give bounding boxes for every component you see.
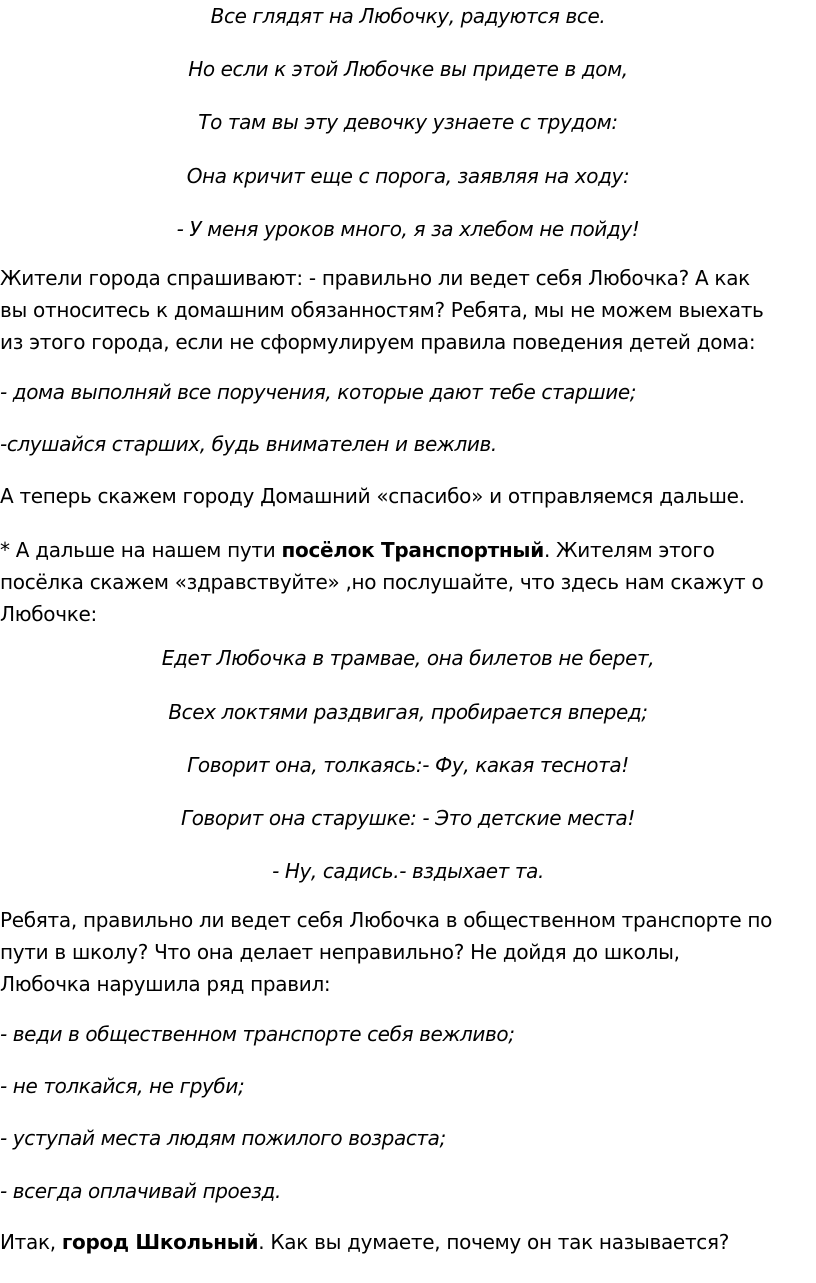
paragraph-line: Любочка нарушила ряд правил: xyxy=(0,972,331,996)
rule-item: - уступай места людям пожилого возраста; xyxy=(0,1126,446,1150)
paragraph-line: из этого города, если не сформулируем правила поведения детей дома: xyxy=(0,330,756,354)
poem-line: - У меня уроков много, я за хлебом не пойду! xyxy=(176,217,640,241)
bold-place-name: посёлок Транспортный xyxy=(281,538,544,562)
poem-line: Все глядят на Любочку, радуются все. xyxy=(210,4,606,28)
paragraph: А теперь скажем городу Домашний «спасибо» и отправляемся дальше. xyxy=(0,484,745,508)
text-segment: . Жителям этого xyxy=(543,538,715,562)
rule-item: - не толкайся, не груби; xyxy=(0,1074,245,1098)
rule-item: -слушайся старших, будь внимателен и вежлив. xyxy=(0,432,497,456)
paragraph-line xyxy=(0,534,816,566)
paragraph xyxy=(0,534,816,630)
paragraph-line: посёлка скажем «здравствуйте» ,но послушайте, что здесь нам скажут о xyxy=(0,570,764,594)
poem-line: Всех локтями раздвигая, пробирается вперед; xyxy=(168,700,648,724)
poem-line: Она кричит еще с порога, заявляя на ходу: xyxy=(186,164,630,188)
paragraph-line: Любочке: xyxy=(0,602,97,626)
poem-line: - Ну, садись.- вздыхает та. xyxy=(272,859,544,883)
text-segment: Итак, xyxy=(0,1230,62,1254)
poem-line: Говорит она старушке: - Это детские места! xyxy=(180,806,636,830)
rule-item: - всегда оплачивай проезд. xyxy=(0,1179,281,1203)
rule-item: - дома выполняй все поручения, которые дают тебе старшие; xyxy=(0,380,637,404)
poem-line: Едет Любочка в трамвае, она билетов не берет, xyxy=(161,646,655,670)
paragraph-line: Жители города спрашивают: - правильно ли ведет себя Любочка? А как xyxy=(0,266,750,290)
text-segment: . Как вы думаете, почему он так называется? xyxy=(258,1230,730,1254)
poem-line: То там вы эту девочку узнаете с трудом: xyxy=(198,110,618,134)
poem-line: Говорит она, толкаясь:- Фу, какая теснота! xyxy=(187,753,629,777)
paragraph xyxy=(0,1230,729,1254)
poem-line: Но если к этой Любочке вы придете в дом, xyxy=(188,57,628,81)
paragraph-line: вы относитесь к домашним обязанностям? Ребята, мы не можем выехать xyxy=(0,298,764,322)
paragraph xyxy=(0,904,816,1000)
bold-place-name: город Школьный xyxy=(61,1230,259,1254)
paragraph-line: Ребята, правильно ли ведет себя Любочка в общественном транспорте по xyxy=(0,908,773,932)
rule-item: - веди в общественном транспорте себя вежливо; xyxy=(0,1022,515,1046)
text-segment: * А дальше на нашем пути xyxy=(0,538,282,562)
paragraph-line: пути в школу? Что она делает неправильно? Не дойдя до школы, xyxy=(0,940,680,964)
paragraph xyxy=(0,262,816,358)
